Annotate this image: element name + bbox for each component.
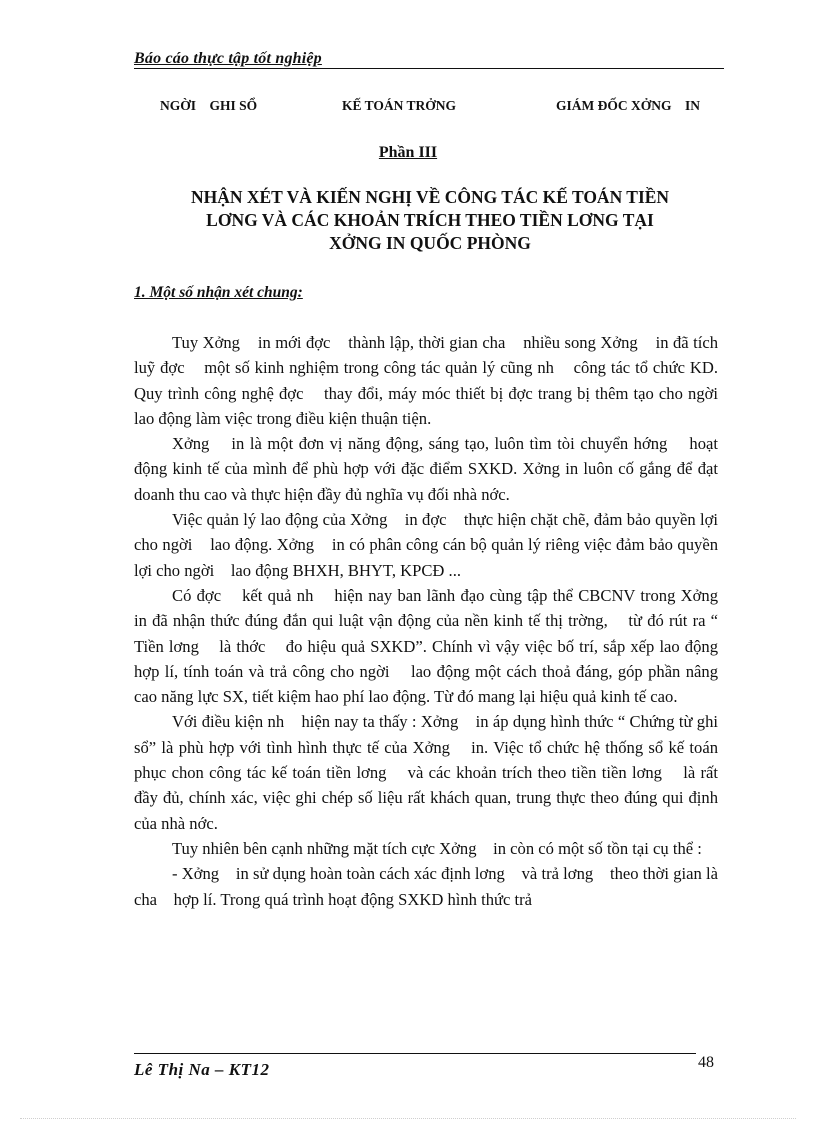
header-title: Báo cáo thực tập tốt nghiệp: [134, 50, 322, 67]
paragraph: Xởng in là một đơn vị năng động, sáng tạo, luôn tìm tòi chuyển hớng hoạt động kinh tế của mình để phù hợp với đặc điểm SXKD. Xởng in luôn cố gắng để đạt doanh thu cao và thực hiện đầy đủ nghĩa vụ đối nhà nớc.: [134, 434, 723, 504]
paragraph: Việc quản lý lao động của Xởng in đợc thực hiện chặt chẽ, đảm bảo quyền lợi cho ngời lao động. Xởng in có phân công cán bộ quản lý riêng việc đảm bảo quyền lợi cho ngời lao động BHXH, BHYT, KPCĐ ...: [134, 510, 723, 580]
footer-author: Lê Thị Na – KT12: [134, 1060, 270, 1079]
page-number: 48: [698, 1054, 714, 1071]
part-title: Phần III: [378, 144, 438, 161]
paragraph: Tuy Xởng in mới đợc thành lập, thời gian cha nhiều song Xởng in đã tích luỹ đợc một số kinh nghiệm trong công tác quản lý cũng nh công tác tổ chức KD. Quy trình công nghệ đợc thay đổi, máy móc thiết bị đợc trang bị thêm tạo cho ngời lao động làm việc trong điều kiện thuận tiện.: [134, 333, 735, 428]
paragraph: Tuy nhiên bên cạnh những mặt tích cực Xởng in còn có một số tồn tại cụ thể :: [172, 838, 702, 858]
signature-director: GIÁM ĐỐC XỞNG IN: [556, 98, 700, 113]
section-heading: 1. Một số nhận xét chung:: [134, 284, 303, 301]
paragraph: - Xởng in sử dụng hoàn toàn cách xác định lơng và trả lơng theo thời gian là cha hợp lí. Trong quá trình hoạt động SXKD hình thức trả: [134, 864, 723, 909]
paragraph: Với điều kiện nh hiện nay ta thấy : Xởng in áp dụng hình thức “ Chứng từ ghi sổ” là phù hợp với tình hình thực tế của Xởng in. Việc tổ chức hệ thống sổ kế toán phục chon công tác kế toán tiền lơng và các khoản trích theo tiền tiền lơng là rất đầy đủ, chính xác, việc ghi chép số liệu rất khách quan, trung thực theo đúng qui định của nhà nớc.: [134, 712, 723, 833]
page-edge-divider: [20, 1118, 796, 1119]
signature-recorder: NGỜI GHI SỔ: [160, 98, 258, 113]
body-text: [134, 330, 735, 912]
footer-rule: [134, 1053, 696, 1054]
header-rule: [134, 68, 724, 69]
chapter-title: NHẬN XÉT VÀ KIẾN NGHỊ VỀ CÔNG TÁC KẾ TOÁN TIỀN LƠNG VÀ CÁC KHOẢN TRÍCH THEO TIỀN LƠNG TẠI XỞNG IN QUỐC PHÒNG: [190, 187, 670, 253]
signature-chief-accountant: KẾ TOÁN TRỞNG: [342, 98, 457, 113]
paragraph: Có đợc kết quả nh hiện nay ban lãnh đạo cùng tập thể CBCNV trong Xởng in đã nhận thức đúng đắn qui luật vận động của nền kinh tế thị trờng, từ đó rút ra “ Tiền lơng là thớc đo hiệu quả SXKD”. Chính vì vậy việc bố trí, sắp xếp lao động hợp lí, tính toán và trả công cho ngời lao động một cách thoả đáng, góp phần nâng cao năng lực SX, tiết kiệm hao phí lao động. Từ đó mang lại hiệu quả kinh tế cao.: [134, 585, 735, 707]
